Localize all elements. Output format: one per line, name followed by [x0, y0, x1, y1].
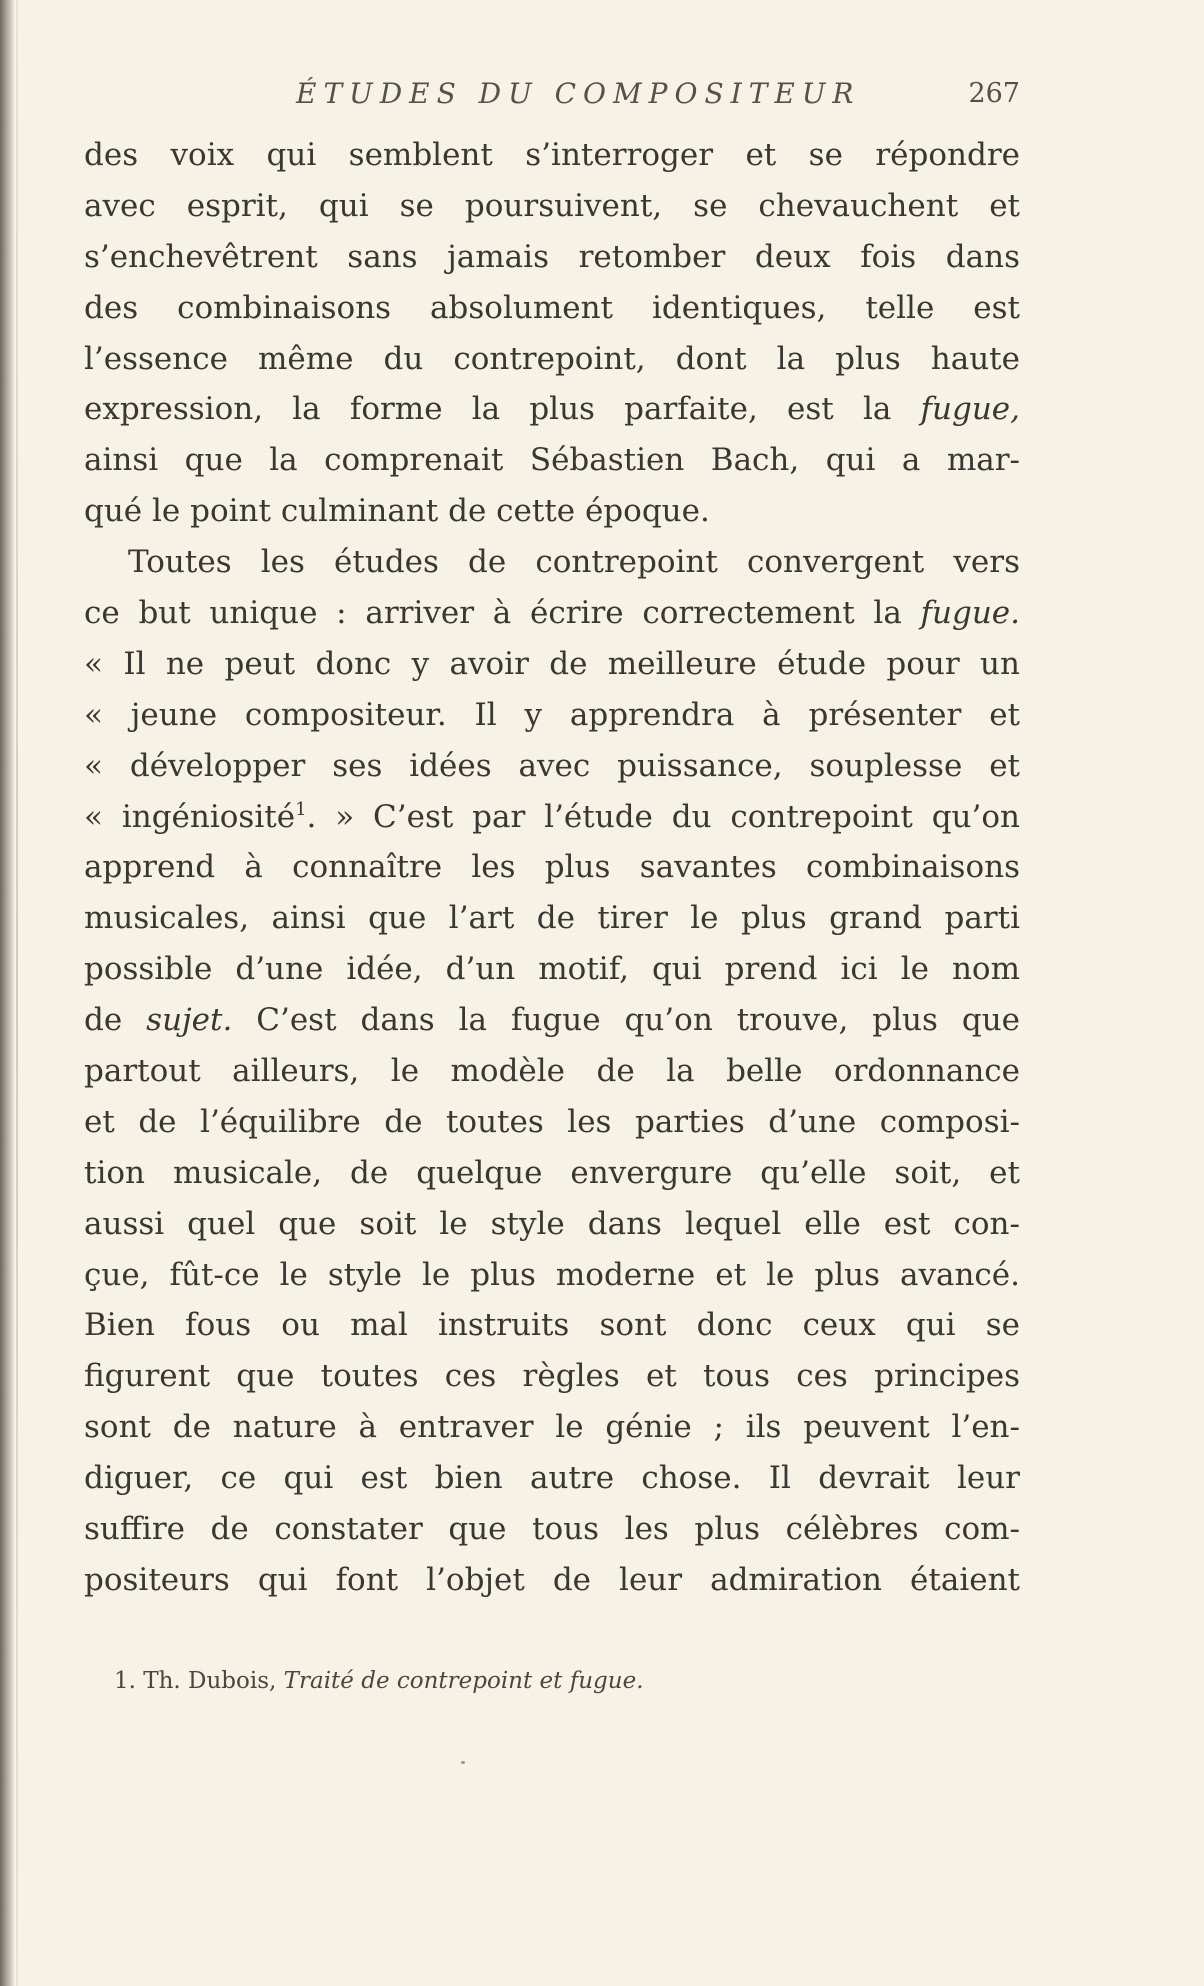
text-fragment: « ingéniosité	[84, 798, 296, 835]
text-line: figurent que toutes ces règles et tous ces principes	[84, 1358, 1020, 1395]
text-line: qué le point culminant de cette époque.	[84, 493, 710, 530]
text-line: des combinaisons absolument identiques, telle est	[84, 289, 1020, 326]
text-line: s’enchevêtrent sans jamais retomber deux fois dans	[84, 238, 1020, 275]
text-line	[84, 995, 1020, 1046]
text-line: des voix qui semblent s’interroger et se répondre	[84, 137, 1020, 173]
text-fragment: de	[84, 1002, 123, 1039]
text-line: Toutes les études de contrepoint convergent vers	[128, 544, 1020, 581]
footnote-author: Th. Dubois,	[143, 1668, 277, 1694]
text-fragment: . » C’est par l’étude du contrepoint qu’on	[306, 798, 1021, 835]
text-line: tion musicale, de quelque envergure qu’elle soit, et	[84, 1154, 1020, 1191]
text-line	[84, 588, 1020, 639]
quote-line: « jeune compositeur. Il y apprendra à présenter et	[84, 696, 1020, 733]
footnote	[114, 1664, 644, 1698]
text-line: avec esprit, qui se poursuivent, se chevauchent et	[84, 187, 1020, 224]
text-line: çue, fût-ce le style le plus moderne et le plus avancé.	[84, 1256, 1020, 1293]
emphasis-sujet: sujet.	[146, 1002, 233, 1039]
text-line: possible d’une idée, d’un motif, qui prend ici le nom	[84, 951, 1020, 988]
page-number: 267	[968, 78, 1020, 109]
text-line: aussi quel que soit le style dans lequel elle est con-	[84, 1205, 1020, 1242]
text-line: l’essence même du contrepoint, dont la plus haute	[84, 340, 1020, 377]
quote-line: « Il ne peut donc y avoir de meilleure étude pour un	[84, 645, 1020, 682]
main-text	[84, 130, 1020, 1606]
text-line: ainsi que la comprenait Sébastien Bach, qui a mar-	[84, 442, 1020, 479]
text-line: suffire de constater que tous les plus célèbres com-	[84, 1511, 1020, 1548]
page-header	[84, 76, 1020, 112]
quote-line: « développer ses idées avec puissance, souplesse et	[84, 747, 1020, 784]
text-fragment: expression, la forme la plus parfaite, est la	[84, 391, 892, 428]
footnote-number: 1.	[114, 1668, 136, 1694]
text-line	[84, 384, 1020, 435]
footnote-title: Traité de contrepoint et fugue.	[283, 1668, 644, 1694]
emphasis-fugue: fugue.	[920, 595, 1020, 632]
running-title: ÉTUDES DU COMPOSITEUR	[296, 77, 861, 110]
text-fragment: ce but unique : arriver à écrire correctement la	[84, 595, 902, 632]
emphasis-fugue: fugue,	[920, 391, 1020, 428]
text-line: musicales, ainsi que l’art de tirer le plus grand parti	[84, 900, 1020, 937]
text-line: partout ailleurs, le modèle de la belle ordonnance	[84, 1053, 1020, 1090]
text-line: et de l’équilibre de toutes les parties d’une composi-	[84, 1103, 1020, 1140]
quote-line	[84, 792, 1020, 843]
text-line: apprend à connaître les plus savantes combinaisons	[84, 849, 1020, 886]
text-line: diguer, ce qui est bien autre chose. Il devrait leur	[84, 1460, 1020, 1497]
page-binding-shadow	[0, 0, 14, 1986]
footnote-reference: 1	[295, 798, 307, 820]
text-line: positeurs qui font l’objet de leur admiration étaient	[84, 1561, 1020, 1598]
text-line: sont de nature à entraver le génie ; ils peuvent l’en-	[84, 1409, 1020, 1446]
paper-speck	[461, 1761, 465, 1764]
text-line: Bien fous ou mal instruits sont donc ceux qui se	[84, 1307, 1020, 1344]
text-fragment: C’est dans la fugue qu’on trouve, plus que	[256, 1002, 1021, 1039]
